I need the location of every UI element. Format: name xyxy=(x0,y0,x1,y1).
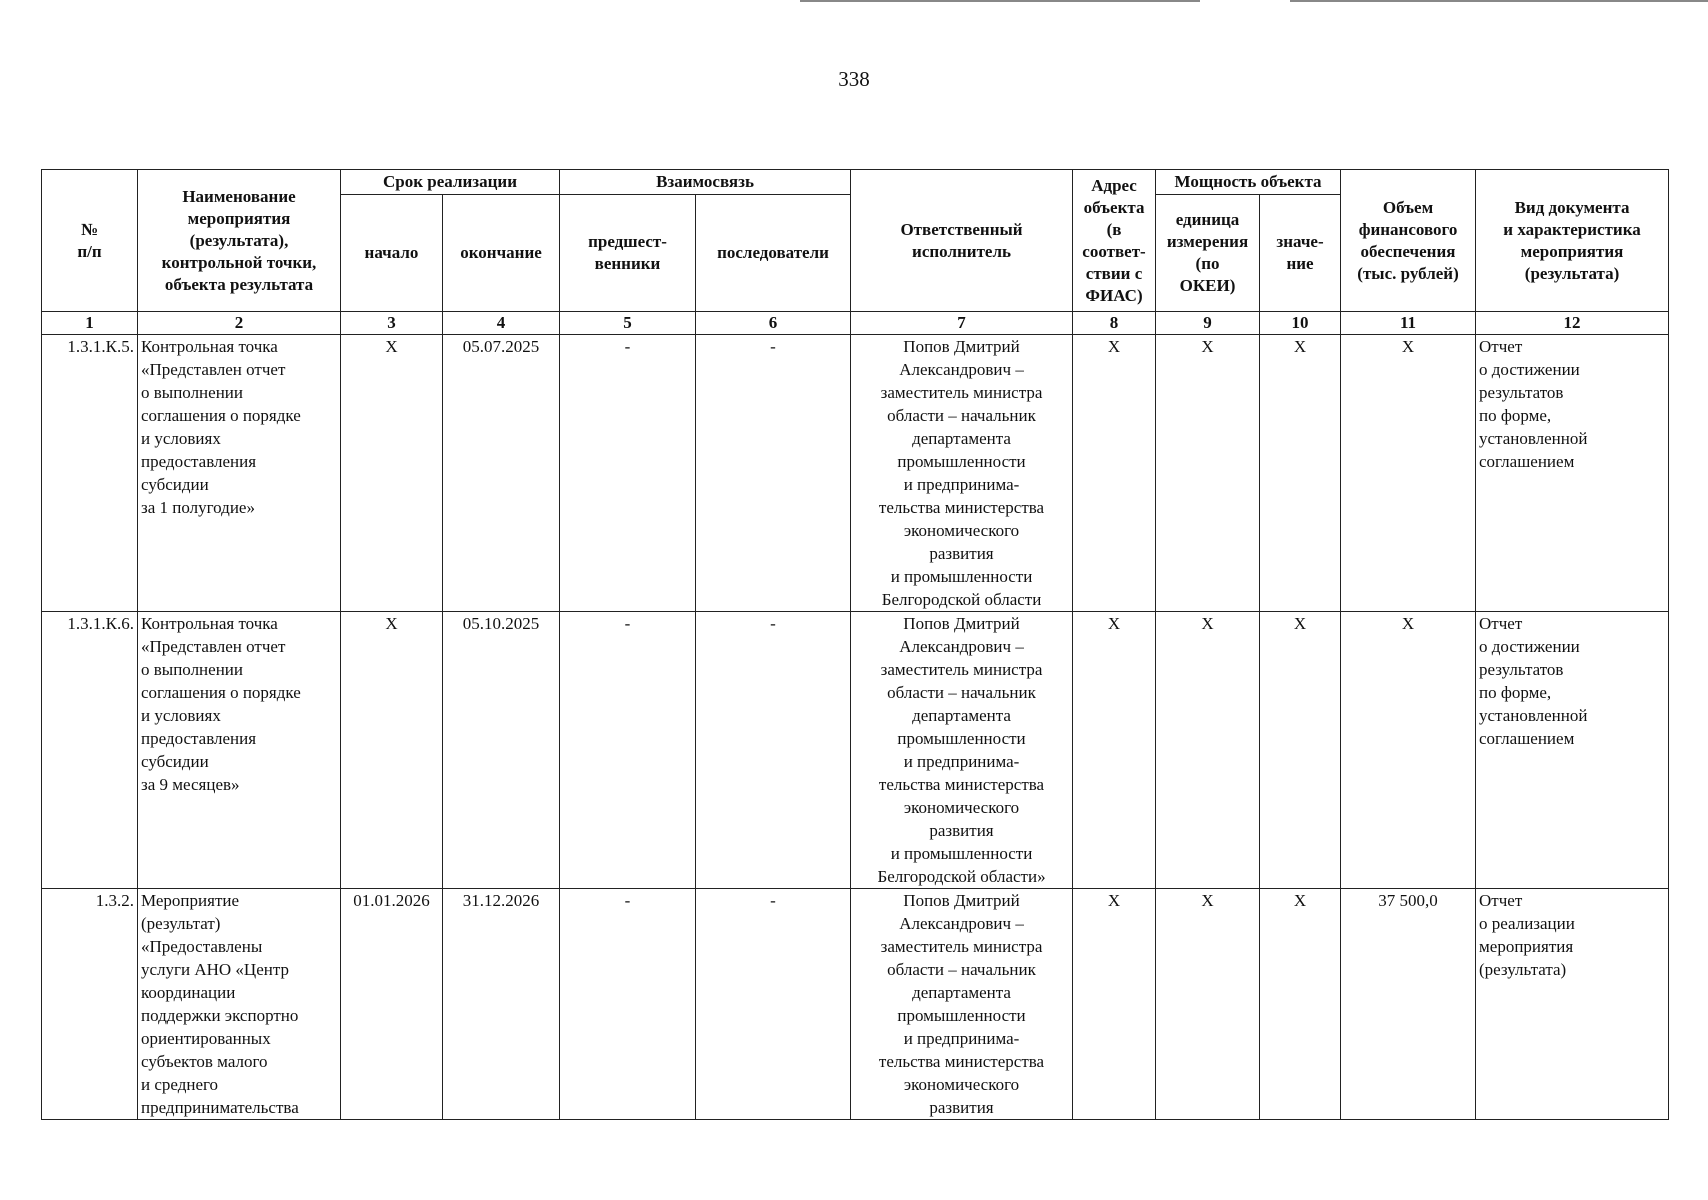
table-row xyxy=(42,889,1669,1120)
row-num: 1.3.1.К.6. xyxy=(42,612,138,889)
row-end: 31.12.2026 xyxy=(443,889,560,1120)
row-address: X xyxy=(1073,889,1156,1120)
column-number: 8 xyxy=(1073,312,1156,335)
header-responsible: Ответственный исполнитель xyxy=(851,170,1073,312)
header-unit: единица измерения (по ОКЕИ) xyxy=(1156,195,1260,312)
row-address: X xyxy=(1073,335,1156,612)
implementation-plan-table xyxy=(41,169,1669,1120)
row-successors: - xyxy=(696,889,851,1120)
row-unit: X xyxy=(1156,335,1260,612)
header-end: окончание xyxy=(443,195,560,312)
page-number: 338 xyxy=(838,67,870,91)
row-end: 05.10.2025 xyxy=(443,612,560,889)
row-responsible: Попов Дмитрий Александрович – заместитель министра области – начальник департамента промышленности и предпринима- тельства министерства экономического развития и промышленности Белгородской области» xyxy=(851,612,1073,889)
column-number: 9 xyxy=(1156,312,1260,335)
row-start: X xyxy=(341,612,443,889)
row-responsible: Попов Дмитрий Александрович – заместитель министра области – начальник департамента промышленности и предпринима- тельства министерства экономического развития и промышленности Белгородской области xyxy=(851,335,1073,612)
header-relation-group: Взаимосвязь xyxy=(560,170,851,195)
header-capacity-group: Мощность объекта xyxy=(1156,170,1341,195)
header-successors: последователи xyxy=(696,195,851,312)
row-predecessors: - xyxy=(560,612,696,889)
row-num: 1.3.2. xyxy=(42,889,138,1120)
table-row xyxy=(42,335,1669,612)
row-successors: - xyxy=(696,335,851,612)
row-responsible: Попов Дмитрий Александрович – заместитель министра области – начальник департамента промышленности и предпринима- тельства министерства экономического развития xyxy=(851,889,1073,1120)
row-successors: - xyxy=(696,612,851,889)
column-number: 1 xyxy=(42,312,138,335)
header-address: Адрес объекта (в соответ- ствии с ФИАС) xyxy=(1073,170,1156,312)
row-start: X xyxy=(341,335,443,612)
row-end: 05.07.2025 xyxy=(443,335,560,612)
top-edge-rule xyxy=(800,0,1200,2)
row-doc-type: Отчет о достижении результатов по форме, установленной соглашением xyxy=(1476,612,1669,889)
row-doc-type: Отчет о достижении результатов по форме, установленной соглашением xyxy=(1476,335,1669,612)
column-number: 3 xyxy=(341,312,443,335)
row-predecessors: - xyxy=(560,335,696,612)
row-address: X xyxy=(1073,612,1156,889)
row-finance: 37 500,0 xyxy=(1341,889,1476,1120)
column-number: 2 xyxy=(138,312,341,335)
column-number: 4 xyxy=(443,312,560,335)
column-number: 10 xyxy=(1260,312,1341,335)
row-name: Контрольная точка «Представлен отчет о выполнении соглашения о порядке и условиях предоставления субсидии за 9 месяцев» xyxy=(138,612,341,889)
row-doc-type: Отчет о реализации мероприятия (результата) xyxy=(1476,889,1669,1120)
row-unit: X xyxy=(1156,889,1260,1120)
row-name: Мероприятие (результат) «Предоставлены услуги АНО «Центр координации поддержки экспортно ориентированных субъектов малого и среднего предпринимательства xyxy=(138,889,341,1120)
column-number: 12 xyxy=(1476,312,1669,335)
column-number: 11 xyxy=(1341,312,1476,335)
row-value: X xyxy=(1260,889,1341,1120)
row-start: 01.01.2026 xyxy=(341,889,443,1120)
row-predecessors: - xyxy=(560,889,696,1120)
row-value: X xyxy=(1260,335,1341,612)
header-doc-type: Вид документа и характеристика мероприятия (результата) xyxy=(1476,170,1669,312)
table-row xyxy=(42,612,1669,889)
header-period-group: Срок реализации xyxy=(341,170,560,195)
top-edge-rule xyxy=(1290,0,1708,2)
header-num: № п/п xyxy=(42,170,138,312)
row-num: 1.3.1.К.5. xyxy=(42,335,138,612)
column-number: 5 xyxy=(560,312,696,335)
row-unit: X xyxy=(1156,612,1260,889)
column-number: 6 xyxy=(696,312,851,335)
column-number: 7 xyxy=(851,312,1073,335)
header-name: Наименование мероприятия (результата), контрольной точки, объекта результата xyxy=(138,170,341,312)
row-value: X xyxy=(1260,612,1341,889)
row-finance: X xyxy=(1341,612,1476,889)
header-finance: Объем финансового обеспечения (тыс. рублей) xyxy=(1341,170,1476,312)
row-name: Контрольная точка «Представлен отчет о выполнении соглашения о порядке и условиях предоставления субсидии за 1 полугодие» xyxy=(138,335,341,612)
header-predecessors: предшест- венники xyxy=(560,195,696,312)
row-finance: X xyxy=(1341,335,1476,612)
header-value: значе- ние xyxy=(1260,195,1341,312)
header-start: начало xyxy=(341,195,443,312)
